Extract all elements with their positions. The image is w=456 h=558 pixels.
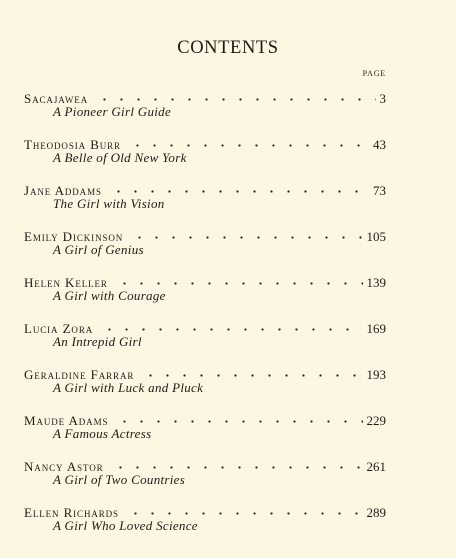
page-column-label: PAGE — [362, 69, 386, 78]
entry-subtitle: A Girl of Genius — [53, 242, 144, 257]
toc-entry[interactable] — [24, 359, 386, 405]
entry-page-number: 169 — [366, 321, 386, 336]
toc-entry[interactable] — [24, 497, 386, 543]
page-title: CONTENTS — [177, 38, 279, 58]
entry-name: Theodosia Burr — [24, 137, 121, 152]
toc-entry[interactable] — [24, 267, 386, 313]
entry-name: Lucia Zora — [24, 321, 94, 336]
entry-name: Ellen Richards — [24, 505, 119, 520]
entry-subtitle: The Girl with Vision — [53, 196, 165, 211]
entry-name: Geraldine Farrar — [24, 367, 135, 382]
entry-subtitle: A Famous Actress — [53, 426, 152, 441]
toc-entry[interactable] — [24, 221, 386, 267]
entry-page-number: 229 — [366, 413, 386, 428]
entry-subtitle: A Pioneer Girl Guide — [53, 104, 172, 119]
entry-subtitle: A Belle of Old New York — [53, 150, 187, 165]
entry-subtitle: A Girl with Luck and Pluck — [53, 380, 204, 395]
entry-name: Helen Keller — [24, 275, 108, 290]
dot-leader — [96, 83, 375, 103]
dot-leader — [131, 221, 362, 241]
entry-page-number: 261 — [366, 459, 386, 474]
dot-leader — [112, 451, 363, 471]
entry-name: Maude Adams — [24, 413, 109, 428]
entry-subtitle: A Girl Who Loved Science — [53, 518, 198, 533]
entry-page-number: 193 — [366, 367, 386, 382]
toc-entry[interactable] — [24, 451, 386, 497]
entry-page-number: 3 — [379, 91, 386, 106]
entry-page-number: 139 — [366, 275, 386, 290]
toc-entry[interactable] — [24, 405, 386, 451]
toc-entry[interactable] — [24, 313, 386, 359]
entry-page-number: 105 — [366, 229, 386, 244]
dot-leader — [110, 175, 369, 195]
entry-name: Sacajawea — [24, 91, 89, 106]
dot-leader — [116, 405, 362, 425]
entry-subtitle: A Girl with Courage — [53, 288, 166, 303]
entry-subtitle: An Intrepid Girl — [53, 334, 142, 349]
entry-page-number: 73 — [373, 183, 386, 198]
toc-entry[interactable] — [24, 175, 386, 221]
entry-page-number: 43 — [373, 137, 386, 152]
entry-name: Emily Dickinson — [24, 229, 124, 244]
entry-page-number: 289 — [366, 505, 386, 520]
dot-leader — [142, 359, 362, 379]
dot-leader — [129, 129, 369, 149]
entry-subtitle: A Girl of Two Countries — [53, 472, 186, 487]
dot-leader — [101, 313, 362, 333]
entry-name: Nancy Astor — [24, 459, 104, 474]
entry-name: Jane Addams — [24, 183, 102, 198]
toc-entry[interactable] — [24, 83, 386, 129]
table-of-contents — [24, 83, 386, 543]
dot-leader — [116, 267, 363, 287]
dot-leader — [127, 497, 363, 517]
toc-entry[interactable] — [24, 129, 386, 175]
